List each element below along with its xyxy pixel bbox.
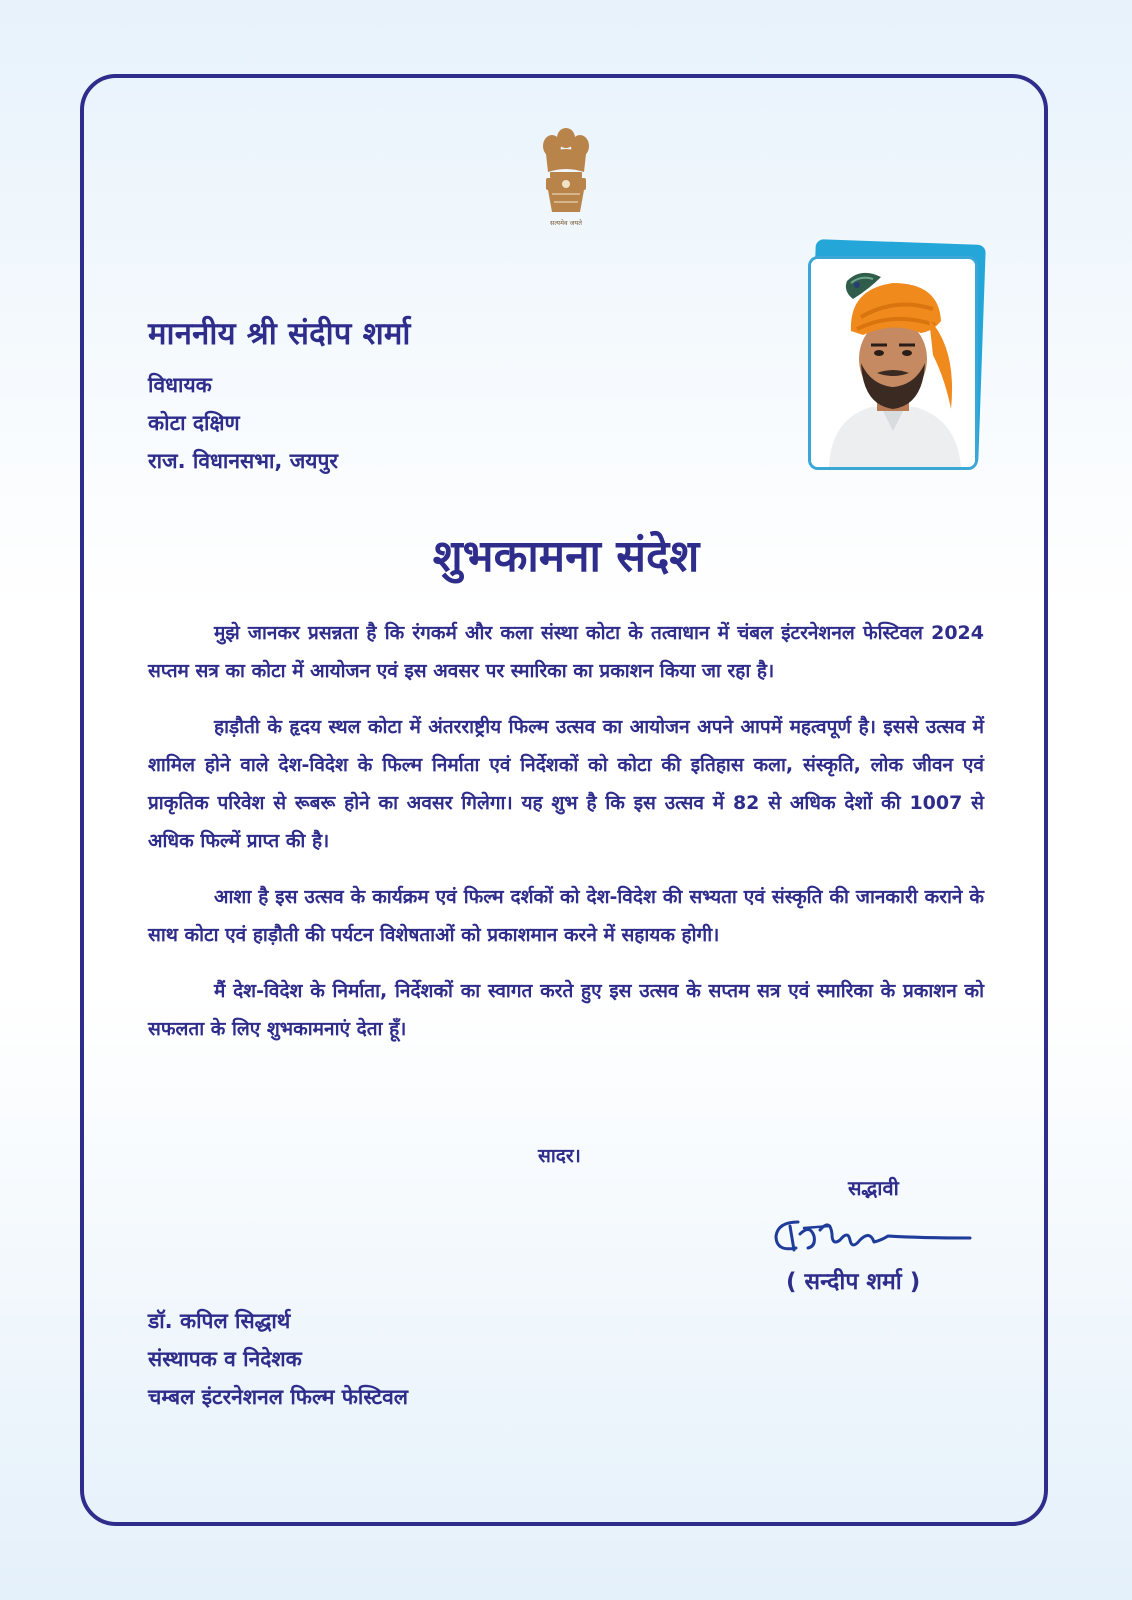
wishes-label: सद्भावी	[848, 1176, 899, 1200]
sender-assembly: राज. विधानसभा, जयपुर	[148, 449, 338, 473]
director-title: संस्थापक व निदेशक	[148, 1347, 302, 1371]
national-emblem	[536, 124, 596, 230]
portrait-photo	[808, 256, 978, 470]
message-paragraph: हाड़ौती के हृदय स्थल कोटा में अंतरराष्ट्रीय फिल्म उत्सव का आयोजन अपने आपमें महत्वपूर्ण है। इससे उत्सव में शामिल होने वाले देश-विदेश के फिल्म निर्माता एवं निर्देशकों को कोटा की इतिहास कला, संस्कृति, लोक जीवन एवं प्राकृतिक परिवेश से रूबरू होने का अवसर गिलेगा। यह शुभ है कि इस उत्सव में 82 से अधिक देशों की 1007 से अधिक फिल्में प्राप्त की है।	[148, 716, 984, 852]
portrait-icon	[811, 259, 975, 467]
sender-constituency: कोटा दक्षिण	[148, 411, 240, 435]
emblem-motto: सत्यमेव जयते	[550, 219, 582, 227]
salutation: सादर।	[538, 1145, 581, 1167]
portrait-card	[808, 248, 986, 474]
message-heading: शुभकामना संदेश	[432, 531, 700, 582]
sender-designation: विधायक	[148, 373, 212, 397]
director-name: डॉ. कपिल सिद्धार्थ	[148, 1309, 291, 1333]
message-paragraph: मैं देश-विदेश के निर्माता, निर्देशकों का स्वागत करते हुए इस उत्सव के सप्तम सत्र एवं स्मारिका के प्रकाशन को सफलता के लिए शुभकामनाएं देता हूँ।	[148, 980, 984, 1040]
signature-mark	[770, 1200, 990, 1264]
message-paragraph: आशा है इस उत्सव के कार्यक्रम एवं फिल्म दर्शकों को देश-विदेश की सभ्यता एवं संस्कृति की जानकारी कराने के साथ कोटा एवं हाड़ौती की पर्यटन विशेषताओं को प्रकाशमान करने में सहायक होगी।	[148, 886, 984, 946]
signer-name: ( सन्दीप शर्मा )	[786, 1269, 921, 1295]
message-body	[148, 614, 984, 1066]
national-emblem-icon	[536, 124, 596, 230]
director-block	[148, 1302, 408, 1416]
sender-block	[148, 312, 411, 480]
sender-name: माननीय श्री संदीप शर्मा	[148, 316, 411, 352]
director-org: चम्बल इंटरनेशनल फिल्म फेस्टिवल	[148, 1385, 408, 1409]
message-paragraph: मुझे जानकर प्रसन्नता है कि रंगकर्म और कला संस्था कोटा के तत्वाधान में चंबल इंटरनेशनल फेस्टिवल 2024 सप्तम सत्र का कोटा में आयोजन एवं इस अवसर पर स्मारिका का प्रकाशन किया जा रहा है।	[148, 622, 984, 682]
